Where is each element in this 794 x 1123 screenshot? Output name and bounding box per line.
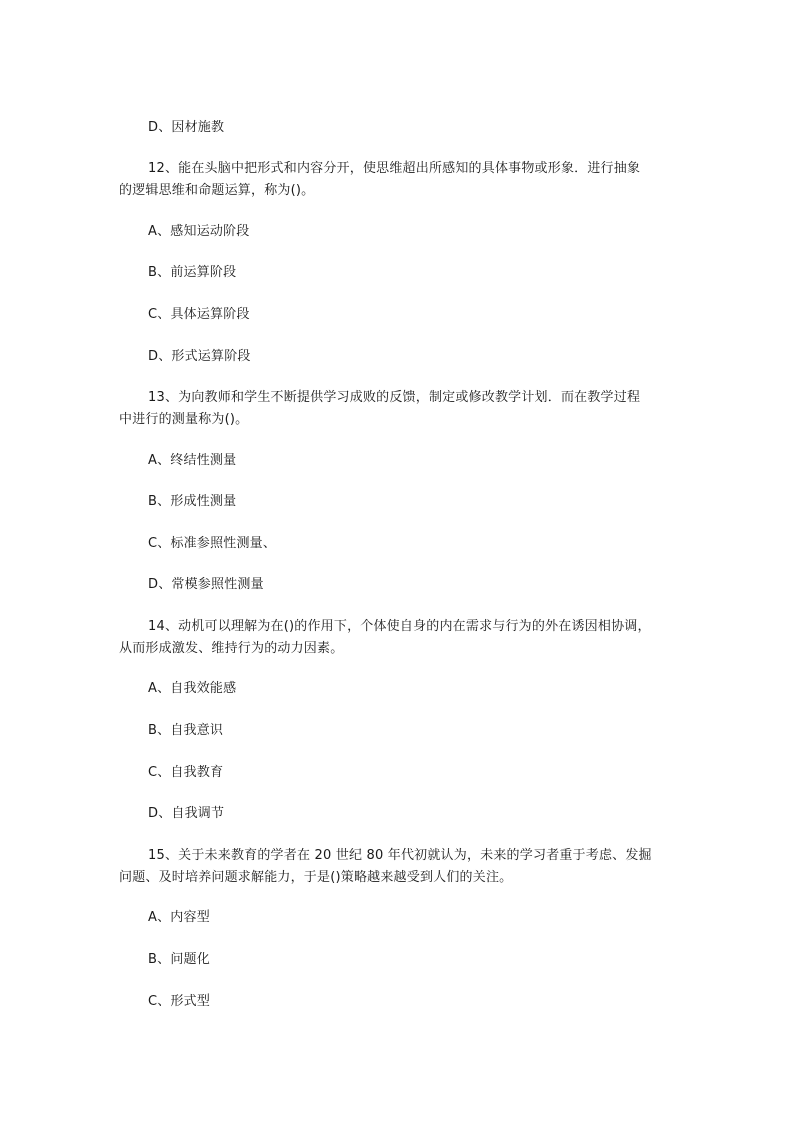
option-d-q13: D、常模参照性测量: [148, 577, 264, 592]
question-15-line2: 问题、及时培养问题求解能力，于是()策略越来越受到人们的关注。: [119, 870, 513, 885]
question-13-line2: 中进行的测量称为()。: [119, 412, 249, 427]
question-14-line1: 14、动机可以理解为在()的作用下，个体使自身的内在需求与行为的外在诱因相协调，: [148, 619, 651, 634]
option-b-q15: B、问题化: [148, 952, 210, 967]
option-c-q14: C、自我教育: [148, 765, 224, 780]
question-12-line1: 12、能在头脑中把形式和内容分开，使思维超出所感知的具体事物或形象．进行抽象: [148, 161, 641, 176]
option-b-q14: B、自我意识: [148, 723, 224, 738]
question-15-line1: 15、关于未来教育的学者在 20 世纪 80 年代初就认为，未来的学习者重于考虑、发掘: [148, 848, 652, 863]
option-a-q15: A、内容型: [148, 910, 210, 925]
question-12-line2: 的逻辑思维和命题运算，称为()。: [119, 183, 315, 198]
question-13-line1: 13、为向教师和学生不断提供学习成败的反馈，制定或修改教学计划．而在教学过程: [148, 390, 641, 405]
option-d-q12: D、形式运算阶段: [148, 349, 251, 364]
option-d-q14: D、自我调节: [148, 806, 225, 821]
option-d-q11: D、因材施教: [148, 120, 225, 135]
option-b-q13: B、形成性测量: [148, 494, 237, 509]
option-c-q15: C、形式型: [148, 994, 211, 1009]
option-a-q13: A、终结性测量: [148, 453, 237, 468]
option-c-q13: C、标准参照性测量、: [148, 536, 277, 551]
question-14-line2: 从而形成激发、维持行为的动力因素。: [119, 641, 344, 656]
option-a-q14: A、自我效能感: [148, 681, 237, 696]
option-b-q12: B、前运算阶段: [148, 265, 237, 280]
option-c-q12: C、具体运算阶段: [148, 307, 250, 322]
option-a-q12: A、感知运动阶段: [148, 224, 250, 239]
